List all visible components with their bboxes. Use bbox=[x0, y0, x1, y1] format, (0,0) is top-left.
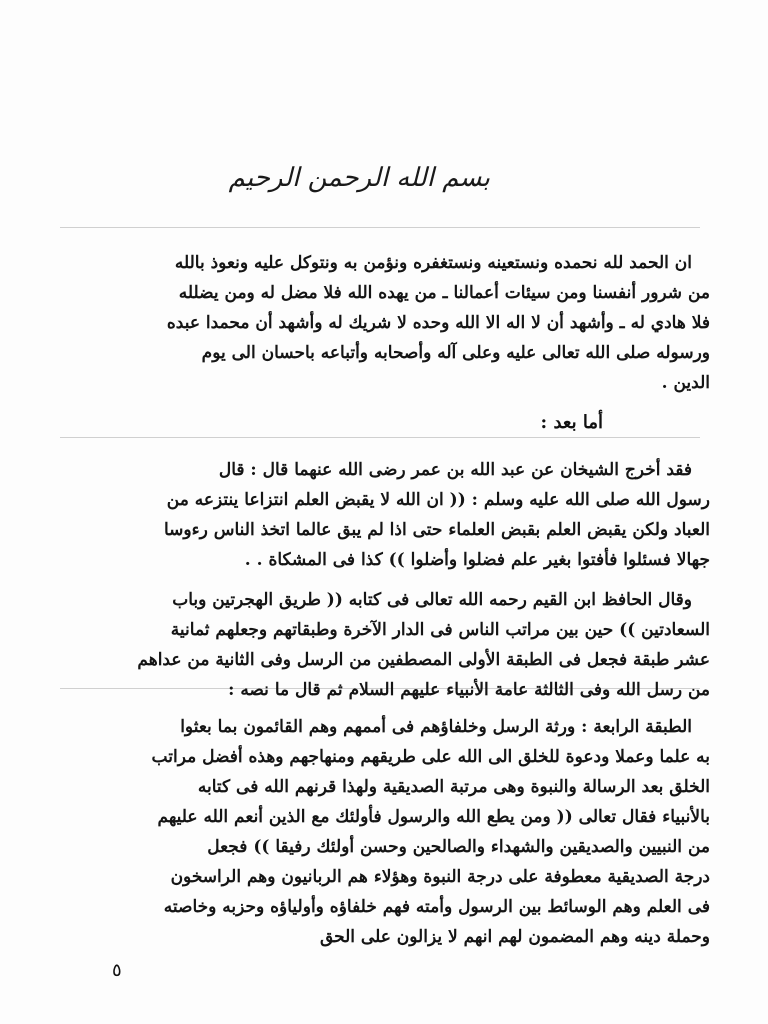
hadith-paragraph bbox=[70, 455, 710, 575]
text-line: فقد أخرج الشيخان عن عبد الله بن عمر رضى الله عنهما قال : قال bbox=[218, 460, 692, 480]
text-line: الطبقة الرابعة : ورثة الرسل وخلفاؤهم فى أممهم وهم القائمون بما بعثوا bbox=[180, 717, 692, 737]
intro-paragraph bbox=[70, 248, 710, 398]
ibn-alqayyim-paragraph bbox=[70, 585, 710, 705]
text-line: عشر طبقة فجعل فى الطبقة الأولى المصطفين من الرسل وفى الثانية من عداهم bbox=[137, 650, 710, 670]
text-line: العباد ولكن يقبض العلم بقبض العلماء حتى اذا لم يبق عالما اتخذ الناس رءوسا bbox=[163, 520, 710, 540]
section-heading: أما بعد : bbox=[540, 412, 603, 433]
fourth-class-paragraph bbox=[70, 712, 710, 952]
text-line: من شرور أنفسنا ومن سيئات أعمالنا ـ من يهده الله فلا مضل له ومن يضلله bbox=[178, 283, 710, 303]
text-line: به علما وعملا ودعوة للخلق الى الله على طريقهم ومنهاجهم وهذه أفضل مراتب bbox=[151, 747, 710, 767]
text-line: من النبيين والصديقين والشهداء والصالحين وحسن أولئك رفيقا )) فجعل bbox=[207, 837, 710, 857]
text-line: ورسوله صلى الله تعالى عليه وعلى آله وأصحابه وأتباعه باحسان الى يوم bbox=[201, 343, 710, 363]
text-line: وحملة دينه وهم المضمون لهم انهم لا يزالون على الحق bbox=[319, 927, 710, 947]
basmala-calligraphy bbox=[228, 150, 490, 206]
text-line: وقال الحافظ ابن القيم رحمه الله تعالى فى كتابه (( طريق الهجرتين وباب bbox=[172, 590, 692, 610]
text-line: من رسل الله وفى الثالثة عامة الأنبياء عليهم السلام ثم قال ما نصه : bbox=[228, 680, 710, 700]
text-line: رسول الله صلى الله عليه وسلم : (( ان الله لا يقبض العلم انتزاعا ينتزعه من bbox=[166, 490, 710, 510]
scan-artifact-line bbox=[60, 227, 700, 228]
text-line: ان الحمد لله نحمده ونستعينه ونستغفره ونؤمن به ونتوكل عليه ونعوذ بالله bbox=[174, 253, 692, 273]
text-line: الدين . bbox=[661, 373, 710, 393]
text-line: درجة الصديقية معطوفة على درجة النبوة وهؤلاء هم الربانيون وهم الراسخون bbox=[170, 867, 710, 887]
scan-artifact-line bbox=[60, 437, 700, 438]
text-line: فى العلم وهم الوسائط بين الرسول وأمته فهم خلفاؤه وأولياؤه وحزبه وخاصته bbox=[163, 897, 710, 917]
basmala-text: بسم الله الرحمن الرحيم bbox=[228, 163, 490, 193]
text-line: بالأنبياء فقال تعالى (( ومن يطع الله والرسول فأولئك مع الذين أنعم الله عليهم bbox=[157, 807, 710, 827]
text-line: السعادتين )) حين بين مراتب الناس فى الدار الآخرة وطبقاتهم وجعلهم ثمانية bbox=[170, 620, 710, 640]
page-number: ٥ bbox=[112, 960, 122, 981]
text-line: فلا هادي له ـ وأشهد أن لا اله الا الله وحده لا شريك له وأشهد أن محمدا عبده bbox=[166, 313, 710, 333]
text-line: الخلق بعد الرسالة والنبوة وهى مرتبة الصديقية ولهذا قرنهم الله فى كتابه bbox=[197, 777, 710, 797]
text-line: جهالا فسئلوا فأفتوا بغير علم فضلوا وأضلوا )) كذا فى المشكاة . . bbox=[244, 550, 710, 570]
